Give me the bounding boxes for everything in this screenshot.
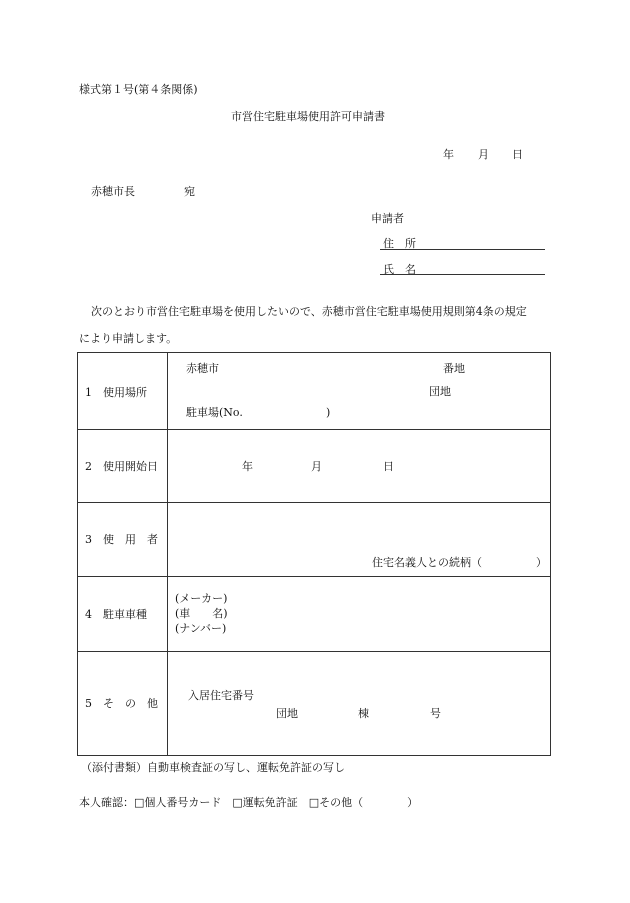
location-danchi: 団地 <box>429 385 451 398</box>
location-paren-close: ) <box>326 406 331 419</box>
vehicle-name: (車 名) <box>175 607 228 620</box>
vehicle-maker: (メーカー) <box>175 592 228 605</box>
date-day: 日 <box>512 148 523 161</box>
user-relation: 住宅名義人との続柄（ <box>372 556 482 569</box>
table-column-divider <box>167 353 168 755</box>
row-label-user: 3 使 用 者 <box>85 533 158 546</box>
applicant-name-label: 氏 名 <box>383 263 416 276</box>
resident-gou: 号 <box>430 707 441 720</box>
intro-line-2: により申請します。 <box>79 332 178 345</box>
applicant-address-label: 住 所 <box>383 237 416 250</box>
row-label-location: 1 使用場所 <box>85 386 147 399</box>
location-city: 赤穂市 <box>186 362 219 375</box>
start-year: 年 <box>242 460 253 473</box>
row-divider <box>78 651 550 652</box>
addressee-honorific: 宛 <box>184 185 195 198</box>
row-divider <box>78 576 550 577</box>
row-label-vehicle: 4 駐車車種 <box>85 608 147 621</box>
page-title: 市営住宅駐車場使用許可申請書 <box>231 110 385 123</box>
row-label-other: 5 そ の 他 <box>85 697 158 710</box>
start-day: 日 <box>383 460 394 473</box>
date-month: 月 <box>478 148 489 161</box>
location-parking-no: 駐車場(No. <box>186 406 243 419</box>
row-divider <box>78 502 550 503</box>
start-month: 月 <box>311 460 322 473</box>
name-line[interactable] <box>380 274 545 275</box>
row-divider <box>78 429 550 430</box>
attachments-note: （添付書類）自動車検査証の写し、運転免許証の写し <box>81 761 345 774</box>
form-number: 様式第１号(第４条関係) <box>79 83 198 96</box>
row-label-start-date: 2 使用開始日 <box>85 460 158 473</box>
address-line[interactable] <box>380 249 545 250</box>
resident-danchi: 団地 <box>276 707 298 720</box>
resident-tou: 棟 <box>358 707 369 720</box>
date-year: 年 <box>443 148 454 161</box>
addressee-mayor: 赤穂市長 <box>91 185 135 198</box>
applicant-label: 申請者 <box>371 212 404 225</box>
vehicle-number: (ナンバー) <box>175 622 227 635</box>
user-relation-close: ） <box>536 556 547 569</box>
location-banchi: 番地 <box>443 362 465 375</box>
resident-number-label: 入居住宅番号 <box>188 689 254 702</box>
intro-line-1: 次のとおり市営住宅駐車場を使用したいので、赤穂市営住宅駐車場使用規則第4条の規定 <box>91 305 527 318</box>
application-table <box>77 352 551 756</box>
identity-check: 本人確認：□個人番号カード □運転免許証 □その他（ ） <box>79 796 419 809</box>
